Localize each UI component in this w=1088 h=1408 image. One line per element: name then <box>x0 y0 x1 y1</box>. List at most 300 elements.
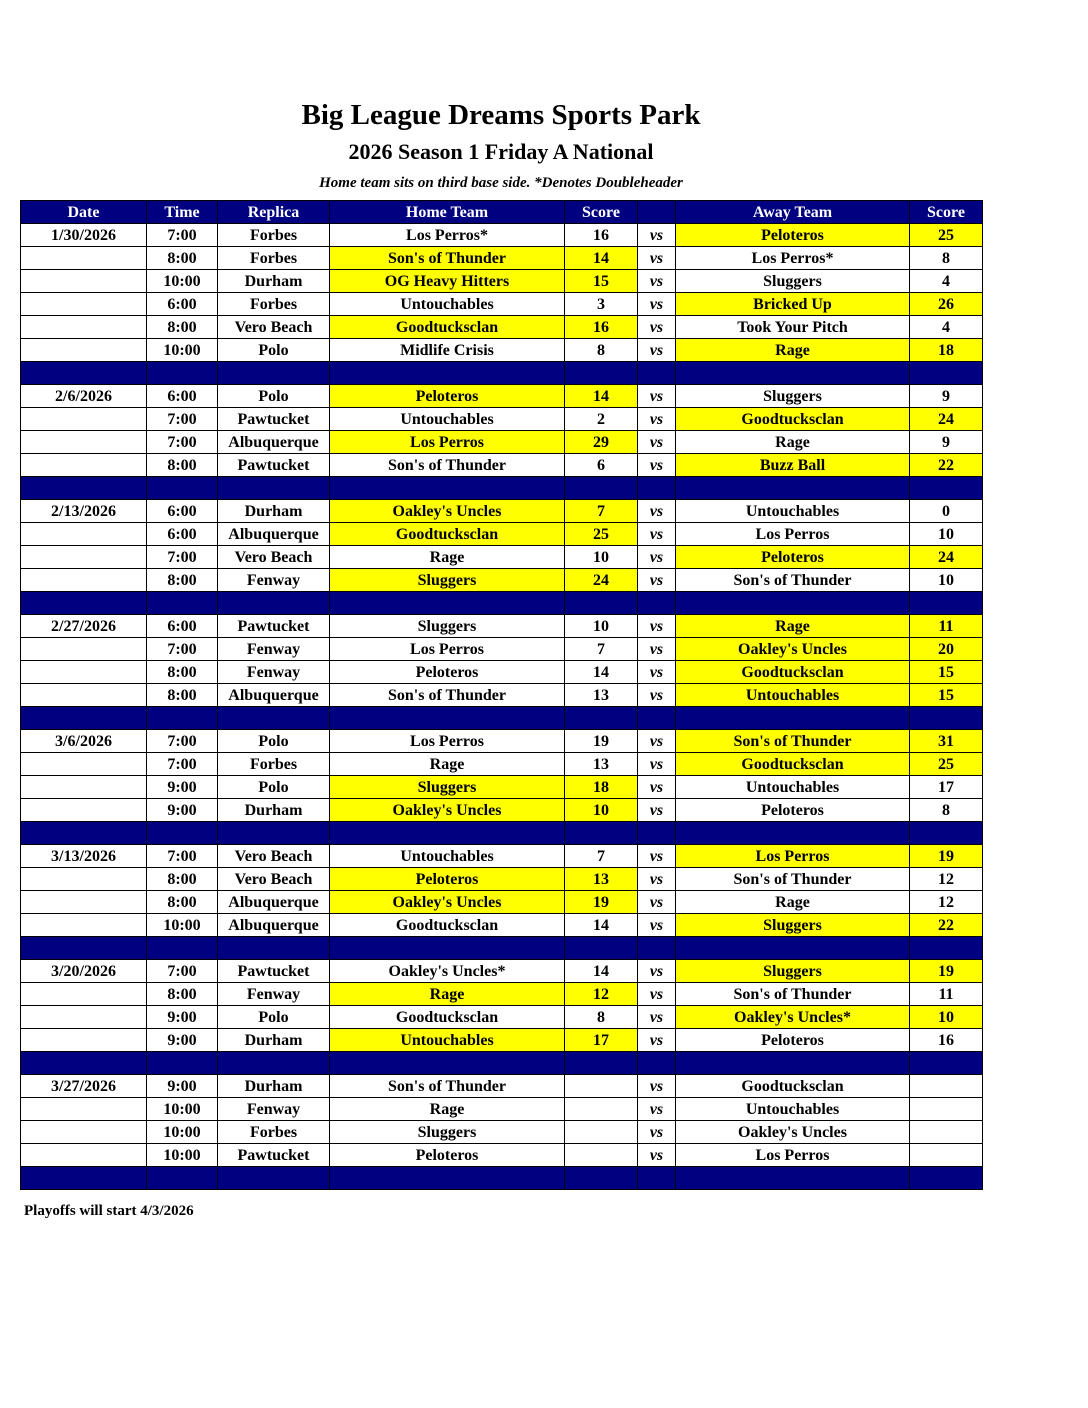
table-row <box>21 408 983 431</box>
separator-cell <box>147 937 218 960</box>
date-cell: 1/30/2026 <box>21 224 147 247</box>
date-cell <box>21 799 147 822</box>
separator-cell <box>638 592 676 615</box>
time-cell: 7:00 <box>147 431 218 454</box>
time-cell: 6:00 <box>147 523 218 546</box>
header-row <box>21 201 983 224</box>
away-team-cell: Untouchables <box>676 684 910 707</box>
replica-cell: Forbes <box>218 224 330 247</box>
table-row <box>21 1075 983 1098</box>
home-team-cell: Oakley's Uncles* <box>330 960 565 983</box>
home-score-cell: 10 <box>565 799 638 822</box>
separator-cell <box>565 707 638 730</box>
date-cell <box>21 914 147 937</box>
home-score-cell: 19 <box>565 891 638 914</box>
separator-cell <box>21 707 147 730</box>
separator-cell <box>218 1167 330 1190</box>
separator-cell <box>565 1167 638 1190</box>
header-date: Date <box>21 201 147 224</box>
home-team-cell: Goodtucksclan <box>330 316 565 339</box>
away-team-cell: Untouchables <box>676 776 910 799</box>
date-cell <box>21 339 147 362</box>
separator-cell <box>676 592 910 615</box>
away-score-cell: 10 <box>910 523 983 546</box>
home-team-cell: Oakley's Uncles <box>330 891 565 914</box>
date-cell <box>21 638 147 661</box>
separator-cell <box>330 362 565 385</box>
away-team-cell: Sluggers <box>676 960 910 983</box>
replica-cell: Vero Beach <box>218 868 330 891</box>
table-row <box>21 431 983 454</box>
away-score-cell: 4 <box>910 316 983 339</box>
header-replica: Replica <box>218 201 330 224</box>
table-row <box>21 615 983 638</box>
date-cell <box>21 776 147 799</box>
vs-cell: vs <box>638 500 676 523</box>
away-team-cell: Los Perros <box>676 1144 910 1167</box>
home-score-cell: 6 <box>565 454 638 477</box>
away-score-cell: 24 <box>910 408 983 431</box>
away-score-cell: 17 <box>910 776 983 799</box>
home-score-cell <box>565 1098 638 1121</box>
vs-cell: vs <box>638 546 676 569</box>
separator-cell <box>218 477 330 500</box>
time-cell: 6:00 <box>147 500 218 523</box>
time-cell: 10:00 <box>147 1121 218 1144</box>
home-team-cell: Rage <box>330 546 565 569</box>
separator-cell <box>218 1052 330 1075</box>
home-score-cell: 8 <box>565 1006 638 1029</box>
replica-cell: Pawtucket <box>218 615 330 638</box>
date-cell <box>21 408 147 431</box>
home-score-cell: 16 <box>565 224 638 247</box>
date-cell: 3/13/2026 <box>21 845 147 868</box>
time-cell: 6:00 <box>147 293 218 316</box>
separator-cell <box>676 477 910 500</box>
home-score-cell: 8 <box>565 339 638 362</box>
vs-cell: vs <box>638 293 676 316</box>
table-row <box>21 753 983 776</box>
home-team-cell: Son's of Thunder <box>330 684 565 707</box>
table-row <box>21 1144 983 1167</box>
time-cell: 8:00 <box>147 868 218 891</box>
away-score-cell: 20 <box>910 638 983 661</box>
vs-cell: vs <box>638 454 676 477</box>
separator-cell <box>218 707 330 730</box>
away-score-cell: 9 <box>910 385 983 408</box>
date-cell: 2/27/2026 <box>21 615 147 638</box>
week-separator-row <box>21 362 983 385</box>
time-cell: 10:00 <box>147 1098 218 1121</box>
separator-cell <box>21 1052 147 1075</box>
away-score-cell: 24 <box>910 546 983 569</box>
away-team-cell: Oakley's Uncles* <box>676 1006 910 1029</box>
away-score-cell: 25 <box>910 224 983 247</box>
separator-cell <box>638 937 676 960</box>
date-cell <box>21 1144 147 1167</box>
away-team-cell: Sluggers <box>676 270 910 293</box>
away-team-cell: Sluggers <box>676 385 910 408</box>
separator-cell <box>147 707 218 730</box>
home-team-cell: Midlife Crisis <box>330 339 565 362</box>
away-team-cell: Rage <box>676 891 910 914</box>
page-title: Big League Dreams Sports Park <box>301 99 701 131</box>
home-score-cell: 17 <box>565 1029 638 1052</box>
vs-cell: vs <box>638 914 676 937</box>
date-cell: 2/6/2026 <box>21 385 147 408</box>
away-score-cell: 12 <box>910 868 983 891</box>
date-cell <box>21 316 147 339</box>
vs-cell: vs <box>638 983 676 1006</box>
header-home-team: Home Team <box>330 201 565 224</box>
table-row <box>21 891 983 914</box>
replica-cell: Vero Beach <box>218 845 330 868</box>
table-row <box>21 1121 983 1144</box>
table-row <box>21 661 983 684</box>
home-team-cell: Untouchables <box>330 1029 565 1052</box>
home-score-cell: 2 <box>565 408 638 431</box>
week-separator-row <box>21 477 983 500</box>
date-cell <box>21 983 147 1006</box>
table-row <box>21 684 983 707</box>
away-score-cell: 12 <box>910 891 983 914</box>
date-cell <box>21 270 147 293</box>
week-separator-row <box>21 1167 983 1190</box>
week-separator-row <box>21 822 983 845</box>
home-team-cell: Rage <box>330 753 565 776</box>
replica-cell: Pawtucket <box>218 408 330 431</box>
table-row <box>21 546 983 569</box>
away-score-cell: 9 <box>910 431 983 454</box>
away-team-cell: Peloteros <box>676 1029 910 1052</box>
home-score-cell: 7 <box>565 845 638 868</box>
table-row <box>21 960 983 983</box>
replica-cell: Forbes <box>218 1121 330 1144</box>
home-team-cell: Oakley's Uncles <box>330 500 565 523</box>
date-cell <box>21 661 147 684</box>
separator-cell <box>676 362 910 385</box>
replica-cell: Polo <box>218 1006 330 1029</box>
vs-cell: vs <box>638 776 676 799</box>
home-team-cell: Goodtucksclan <box>330 523 565 546</box>
table-row <box>21 1006 983 1029</box>
home-score-cell: 10 <box>565 615 638 638</box>
date-cell <box>21 1029 147 1052</box>
away-team-cell: Los Perros <box>676 845 910 868</box>
table-row <box>21 730 983 753</box>
away-team-cell: Sluggers <box>676 914 910 937</box>
home-team-cell: Untouchables <box>330 408 565 431</box>
table-row <box>21 845 983 868</box>
home-team-cell: Goodtucksclan <box>330 1006 565 1029</box>
week-separator-row <box>21 1052 983 1075</box>
schedule-table <box>20 200 983 1190</box>
away-score-cell: 11 <box>910 983 983 1006</box>
home-score-cell: 12 <box>565 983 638 1006</box>
date-cell <box>21 753 147 776</box>
home-score-cell: 19 <box>565 730 638 753</box>
home-score-cell: 13 <box>565 684 638 707</box>
away-score-cell: 26 <box>910 293 983 316</box>
replica-cell: Polo <box>218 385 330 408</box>
separator-cell <box>330 1052 565 1075</box>
away-score-cell: 19 <box>910 845 983 868</box>
time-cell: 10:00 <box>147 339 218 362</box>
table-row <box>21 983 983 1006</box>
separator-cell <box>910 1167 983 1190</box>
header-home-score: Score <box>565 201 638 224</box>
home-team-cell: Peloteros <box>330 385 565 408</box>
table-row <box>21 316 983 339</box>
table-row <box>21 638 983 661</box>
separator-cell <box>21 592 147 615</box>
table-row <box>21 914 983 937</box>
separator-cell <box>147 822 218 845</box>
header-vs <box>638 201 676 224</box>
time-cell: 8:00 <box>147 891 218 914</box>
replica-cell: Polo <box>218 730 330 753</box>
separator-cell <box>638 362 676 385</box>
page-subtitle: 2026 Season 1 Friday A National <box>348 139 654 164</box>
away-team-cell: Took Your Pitch <box>676 316 910 339</box>
separator-cell <box>330 822 565 845</box>
time-cell: 6:00 <box>147 615 218 638</box>
time-cell: 9:00 <box>147 776 218 799</box>
away-score-cell: 10 <box>910 569 983 592</box>
replica-cell: Forbes <box>218 293 330 316</box>
away-team-cell: Goodtucksclan <box>676 1075 910 1098</box>
table-row <box>21 385 983 408</box>
away-team-cell: Buzz Ball <box>676 454 910 477</box>
week-separator-row <box>21 707 983 730</box>
home-team-cell: Son's of Thunder <box>330 247 565 270</box>
separator-cell <box>147 477 218 500</box>
time-cell: 7:00 <box>147 753 218 776</box>
separator-cell <box>147 362 218 385</box>
time-cell: 8:00 <box>147 316 218 339</box>
vs-cell: vs <box>638 891 676 914</box>
away-score-cell: 8 <box>910 799 983 822</box>
away-team-cell: Rage <box>676 431 910 454</box>
home-score-cell: 29 <box>565 431 638 454</box>
vs-cell: vs <box>638 569 676 592</box>
home-score-cell: 14 <box>565 960 638 983</box>
table-row <box>21 293 983 316</box>
separator-cell <box>21 822 147 845</box>
replica-cell: Polo <box>218 339 330 362</box>
time-cell: 7:00 <box>147 638 218 661</box>
date-cell: 3/6/2026 <box>21 730 147 753</box>
home-team-cell: Peloteros <box>330 868 565 891</box>
separator-cell <box>330 477 565 500</box>
replica-cell: Fenway <box>218 569 330 592</box>
table-row <box>21 523 983 546</box>
separator-cell <box>910 592 983 615</box>
separator-cell <box>565 1052 638 1075</box>
time-cell: 8:00 <box>147 454 218 477</box>
home-team-cell: Rage <box>330 1098 565 1121</box>
time-cell: 10:00 <box>147 270 218 293</box>
date-cell: 3/27/2026 <box>21 1075 147 1098</box>
date-cell <box>21 868 147 891</box>
home-score-cell: 7 <box>565 638 638 661</box>
separator-cell <box>565 937 638 960</box>
vs-cell: vs <box>638 339 676 362</box>
home-score-cell: 14 <box>565 247 638 270</box>
away-score-cell: 25 <box>910 753 983 776</box>
home-team-cell: Sluggers <box>330 776 565 799</box>
time-cell: 7:00 <box>147 845 218 868</box>
replica-cell: Pawtucket <box>218 960 330 983</box>
separator-cell <box>910 822 983 845</box>
away-team-cell: Goodtucksclan <box>676 661 910 684</box>
playoffs-note: Playoffs will start 4/3/2026 <box>24 1203 194 1219</box>
vs-cell: vs <box>638 684 676 707</box>
table-row <box>21 500 983 523</box>
table-row <box>21 224 983 247</box>
away-score-cell: 4 <box>910 270 983 293</box>
away-score-cell <box>910 1098 983 1121</box>
time-cell: 10:00 <box>147 914 218 937</box>
header-away-score: Score <box>910 201 983 224</box>
home-score-cell: 13 <box>565 868 638 891</box>
away-score-cell: 22 <box>910 914 983 937</box>
vs-cell: vs <box>638 638 676 661</box>
separator-cell <box>638 707 676 730</box>
time-cell: 9:00 <box>147 1006 218 1029</box>
away-team-cell: Rage <box>676 339 910 362</box>
date-cell: 3/20/2026 <box>21 960 147 983</box>
home-team-cell: Peloteros <box>330 1144 565 1167</box>
home-score-cell: 18 <box>565 776 638 799</box>
date-cell <box>21 523 147 546</box>
replica-cell: Fenway <box>218 983 330 1006</box>
date-cell <box>21 569 147 592</box>
home-team-cell: Los Perros <box>330 730 565 753</box>
vs-cell: vs <box>638 1144 676 1167</box>
away-team-cell: Son's of Thunder <box>676 983 910 1006</box>
home-team-cell: Los Perros <box>330 431 565 454</box>
table-row <box>21 247 983 270</box>
replica-cell: Durham <box>218 799 330 822</box>
away-team-cell: Untouchables <box>676 1098 910 1121</box>
date-cell <box>21 247 147 270</box>
away-score-cell: 11 <box>910 615 983 638</box>
separator-cell <box>565 822 638 845</box>
schedule-body <box>21 224 983 1190</box>
home-score-cell: 14 <box>565 661 638 684</box>
vs-cell: vs <box>638 523 676 546</box>
away-team-cell: Goodtucksclan <box>676 408 910 431</box>
vs-cell: vs <box>638 845 676 868</box>
time-cell: 9:00 <box>147 1029 218 1052</box>
away-team-cell: Oakley's Uncles <box>676 638 910 661</box>
vs-cell: vs <box>638 1006 676 1029</box>
separator-cell <box>565 592 638 615</box>
away-score-cell: 22 <box>910 454 983 477</box>
away-score-cell: 8 <box>910 247 983 270</box>
separator-cell <box>330 592 565 615</box>
home-score-cell: 14 <box>565 914 638 937</box>
date-cell <box>21 1006 147 1029</box>
away-score-cell: 0 <box>910 500 983 523</box>
separator-cell <box>676 822 910 845</box>
vs-cell: vs <box>638 1098 676 1121</box>
home-score-cell: 3 <box>565 293 638 316</box>
home-team-cell: Los Perros* <box>330 224 565 247</box>
away-team-cell: Goodtucksclan <box>676 753 910 776</box>
away-score-cell: 15 <box>910 684 983 707</box>
time-cell: 6:00 <box>147 385 218 408</box>
time-cell: 7:00 <box>147 408 218 431</box>
separator-cell <box>638 1052 676 1075</box>
separator-cell <box>218 592 330 615</box>
separator-cell <box>910 477 983 500</box>
home-team-cell: Untouchables <box>330 845 565 868</box>
separator-cell <box>910 937 983 960</box>
replica-cell: Vero Beach <box>218 546 330 569</box>
replica-cell: Albuquerque <box>218 914 330 937</box>
home-team-cell: Sluggers <box>330 1121 565 1144</box>
separator-cell <box>21 362 147 385</box>
home-score-cell <box>565 1121 638 1144</box>
replica-cell: Durham <box>218 270 330 293</box>
replica-cell: Durham <box>218 500 330 523</box>
separator-cell <box>147 592 218 615</box>
separator-cell <box>147 1052 218 1075</box>
vs-cell: vs <box>638 316 676 339</box>
vs-cell: vs <box>638 1121 676 1144</box>
home-score-cell: 14 <box>565 385 638 408</box>
replica-cell: Forbes <box>218 753 330 776</box>
table-row <box>21 569 983 592</box>
vs-cell: vs <box>638 753 676 776</box>
vs-cell: vs <box>638 247 676 270</box>
replica-cell: Fenway <box>218 1098 330 1121</box>
separator-cell <box>218 362 330 385</box>
home-score-cell <box>565 1144 638 1167</box>
separator-cell <box>638 822 676 845</box>
vs-cell: vs <box>638 270 676 293</box>
home-team-cell: Untouchables <box>330 293 565 316</box>
home-team-cell: Son's of Thunder <box>330 1075 565 1098</box>
header-time: Time <box>147 201 218 224</box>
replica-cell: Pawtucket <box>218 454 330 477</box>
replica-cell: Albuquerque <box>218 891 330 914</box>
time-cell: 10:00 <box>147 1144 218 1167</box>
home-team-cell: Sluggers <box>330 569 565 592</box>
separator-cell <box>910 1052 983 1075</box>
separator-cell <box>676 1167 910 1190</box>
table-row <box>21 339 983 362</box>
home-team-cell: Oakley's Uncles <box>330 799 565 822</box>
replica-cell: Durham <box>218 1029 330 1052</box>
away-team-cell: Los Perros <box>676 523 910 546</box>
time-cell: 8:00 <box>147 247 218 270</box>
separator-cell <box>638 477 676 500</box>
time-cell: 8:00 <box>147 983 218 1006</box>
replica-cell: Albuquerque <box>218 431 330 454</box>
home-score-cell: 25 <box>565 523 638 546</box>
table-row <box>21 1029 983 1052</box>
replica-cell: Albuquerque <box>218 684 330 707</box>
date-cell <box>21 1121 147 1144</box>
vs-cell: vs <box>638 1029 676 1052</box>
table-row <box>21 270 983 293</box>
vs-cell: vs <box>638 408 676 431</box>
date-cell <box>21 891 147 914</box>
home-team-cell: OG Heavy Hitters <box>330 270 565 293</box>
